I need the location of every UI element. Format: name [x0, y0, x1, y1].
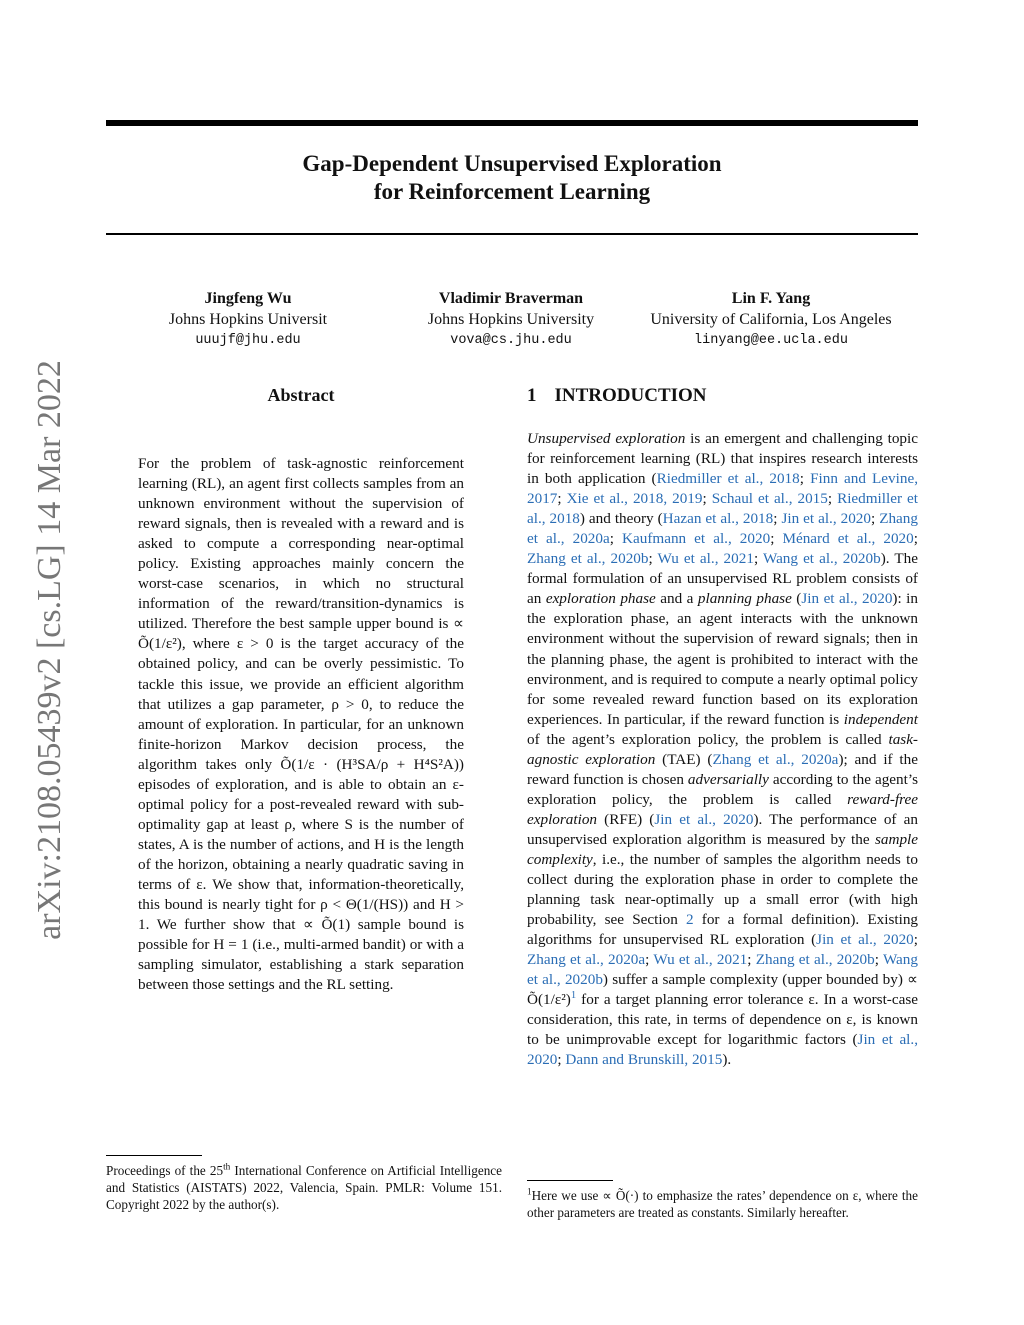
- author-affiliation: University of California, Los Angeles: [650, 311, 892, 328]
- body-text: ;: [827, 490, 838, 508]
- citation-link[interactable]: Riedmiller et al., 2018: [656, 470, 800, 488]
- footnote-mark: 1: [527, 1186, 532, 1197]
- emphasis-text: planning phase: [697, 590, 792, 608]
- footnote-1: [527, 1187, 918, 1221]
- footnote-rule: [106, 1155, 202, 1156]
- body-text: (: [791, 590, 802, 608]
- emphasis-text: reward-free exploration: [527, 790, 918, 828]
- footnote-text: Here we use ∝ Õ(·) to emphasize the rates’ dependence on ε, where the other parameters are treated as constants. Similarly hereafter.: [527, 1188, 918, 1220]
- author-email[interactable]: uuujf@jhu.edu: [195, 333, 301, 348]
- title-rule-bottom: [106, 233, 918, 235]
- body-text: , i.e., the number of samples the algorithm needs to collect during the exploration phase in order to complete the planning task near-optimally up a small error (with high probability, see Section: [527, 850, 918, 929]
- body-text: ).: [722, 1051, 732, 1069]
- citation-link[interactable]: Wu et al., 2021: [653, 951, 748, 969]
- citation-link[interactable]: Wang et al., 2020b: [527, 951, 918, 989]
- body-text: ;: [753, 550, 763, 568]
- arxiv-identifier[interactable]: arXiv:2108.05439v2 [cs.LG] 14 Mar 2022: [31, 360, 68, 940]
- body-text: ) and theory (: [579, 510, 663, 528]
- author-email[interactable]: vova@cs.jhu.edu: [450, 333, 572, 348]
- footnote-link[interactable]: 1: [570, 990, 577, 1002]
- citation-link[interactable]: Jin et al., 2020: [527, 1031, 918, 1069]
- author-2: [400, 288, 622, 351]
- abstract-heading: Abstract: [267, 385, 335, 405]
- body-text: ): in the exploration phase, an agent interacts with the unknown environment without the supervision of reward signals; then in the planning phase, the agent is prohibited to interact with the environment, and is required to compute a nearly optimal policy for some revealed reward function based on its exploration experiences. In particular, if the reward function is: [527, 590, 918, 728]
- body-text: ;: [799, 470, 811, 488]
- body-text: ;: [557, 490, 567, 508]
- emphasis-text: independent: [843, 710, 918, 728]
- introduction-body: [527, 429, 918, 1071]
- author-affiliation: Johns Hopkins Universit: [168, 311, 328, 328]
- body-text: ); and if the reward function is chosen: [527, 750, 918, 788]
- author-3: [632, 288, 910, 351]
- body-text: ;: [913, 931, 918, 949]
- body-text: ;: [870, 510, 880, 528]
- body-text: ;: [770, 530, 783, 548]
- section-title: INTRODUCTION: [554, 385, 707, 406]
- author-1: [136, 288, 360, 351]
- author-email[interactable]: linyang@ee.ucla.edu: [694, 333, 848, 348]
- body-text: for a target planning error tolerance ε. In a worst-case consideration, this rate, in terms of dependence on ε, is known to be unimprovable except for logarithmic factors (: [527, 991, 918, 1049]
- body-text: according to the agent’s exploration policy, the problem is called: [527, 770, 918, 808]
- footnote-suffix: International Conference on Artificial Intelligence and Statistics (AISTATS) 2022, Valencia, Spain. PMLR: Volume 151. Copyright 2022 by the author(s).: [106, 1163, 502, 1212]
- citation-link[interactable]: Zhang et al., 2020a: [527, 510, 918, 548]
- footnote-rule: [527, 1180, 613, 1181]
- body-text: ;: [874, 951, 883, 969]
- body-text: (TAE) (: [655, 750, 713, 768]
- citation-link[interactable]: Zhang et al., 2020b: [527, 550, 649, 568]
- body-text: ;: [773, 510, 782, 528]
- citation-link[interactable]: Schaul et al., 2015: [711, 490, 828, 508]
- citation-link[interactable]: Zhang et al., 2020a: [527, 951, 646, 969]
- citation-link[interactable]: Hazan et al., 2018: [662, 510, 774, 528]
- body-text: ;: [648, 550, 658, 568]
- abstract-body: For the problem of task-agnostic reinforcement learning (RL), an agent first collects samples from an unknown environment without the supervision of reward signals, then is revealed with a reward and is asked to compute a corresponding near-optimal policy. Existing approaches mainly concern the worst-case scenarios, in which no structural information of the reward/transition-dynamics is utilized. Therefore the best sample upper bound is ∝ Õ(1/ε²), where ε > 0 is the target accuracy of the obtained policy, and can be overly pessimistic. To tackle this issue, we provide an efficient algorithm that utilizes a gap parameter, ρ > 0, to reduce the amount of exploration. In particular, for an unknown finite-horizon Markov decision process, the algorithm takes only Õ(1/ε · (H³SA/ρ + H⁴S²A)) episodes of exploration, and is able to obtain an ε-optimal policy for a post-revealed reward with sub-optimality gap at least ρ, where S is the number of states, A is the number of actions, and H is the length of the horizon, obtaining a nearly quadratic saving in terms of ε. We show that, information-theoretically, this bound is nearly tight for ρ < Θ(1/(HS)) and H > 1. We further show that ∝ Õ(1) sample bound is possible for H = 1 (i.e., multi-armed bandit) or with a sampling simulator, establishing a stark separation between those settings and the RL setting.: [138, 455, 464, 994]
- author-name: Vladimir Braverman: [438, 290, 584, 307]
- body-text: (RFE) (: [597, 810, 655, 828]
- citation-link[interactable]: Jin et al., 2020: [816, 931, 914, 949]
- citation-link[interactable]: Jin et al., 2020: [801, 590, 893, 608]
- emphasis-text: adversarially: [687, 770, 769, 788]
- title-line-2: for Reinforcement Learning: [373, 179, 651, 204]
- citation-link[interactable]: Finn and Levine, 2017: [527, 470, 918, 508]
- section-heading: [527, 385, 707, 407]
- body-text: and a: [655, 590, 698, 608]
- emphasis-text: Unsupervised exploration: [527, 430, 686, 447]
- citation-link[interactable]: 2: [685, 911, 694, 929]
- body-text: for a formal definition). Existing algorithms for unsupervised RL exploration (: [527, 911, 919, 949]
- citation-link[interactable]: Zhang et al., 2020b: [755, 951, 875, 969]
- proceedings-footnote: [106, 1162, 502, 1213]
- footnote-prefix: Proceedings of the 25: [106, 1163, 224, 1178]
- section-number: 1: [527, 385, 537, 406]
- citation-link[interactable]: Zhang et al., 2020a: [712, 750, 839, 768]
- body-text: ;: [702, 490, 712, 508]
- body-text: ;: [557, 1051, 566, 1069]
- emphasis-text: sample complexity: [527, 830, 918, 868]
- citation-link[interactable]: Jin et al., 2020: [781, 510, 871, 528]
- emphasis-text: task-agnostic exploration: [527, 730, 918, 768]
- citation-link[interactable]: Wang et al., 2020b: [762, 550, 881, 568]
- body-text: ) suffer a sample complexity (upper bounded by) ∝ Õ(1/ε²): [527, 971, 918, 1009]
- body-text: ;: [913, 530, 918, 548]
- citation-link[interactable]: Wu et al., 2021: [657, 550, 754, 568]
- author-name: Jingfeng Wu: [204, 290, 292, 307]
- footnote-superscript: th: [223, 1161, 231, 1172]
- emphasis-text: exploration phase: [545, 590, 656, 608]
- title-line-1: Gap-Dependent Unsupervised Exploration: [302, 151, 722, 176]
- body-text: ). The formal formulation of an unsupervised RL problem consists of an: [527, 550, 918, 608]
- body-text: of the agent’s exploration policy, the problem is called: [527, 730, 889, 748]
- paper-title: [106, 150, 918, 206]
- citation-link[interactable]: Jin et al., 2020: [654, 810, 754, 828]
- body-text: ). The performance of an unsupervised exploration algorithm is measured by the: [527, 810, 918, 848]
- body-text: is an emergent and challenging topic for reinforcement learning (RL) that inspires research interests in both application (: [527, 430, 918, 488]
- body-text: ;: [609, 530, 623, 548]
- citation-link[interactable]: Ménard et al., 2020: [782, 530, 914, 548]
- author-name: Lin F. Yang: [731, 290, 811, 307]
- author-block: [106, 288, 918, 358]
- body-text: ;: [747, 951, 756, 969]
- citation-link[interactable]: Xie et al., 2018, 2019: [566, 490, 703, 508]
- citation-link[interactable]: Dann and Brunskill, 2015: [565, 1051, 723, 1069]
- citation-link[interactable]: Kaufmann et al., 2020: [622, 530, 771, 548]
- author-affiliation: Johns Hopkins University: [427, 311, 595, 328]
- body-text: ;: [645, 951, 654, 969]
- title-rule-top: [106, 120, 918, 126]
- citation-link[interactable]: Riedmiller et al., 2018: [527, 490, 918, 528]
